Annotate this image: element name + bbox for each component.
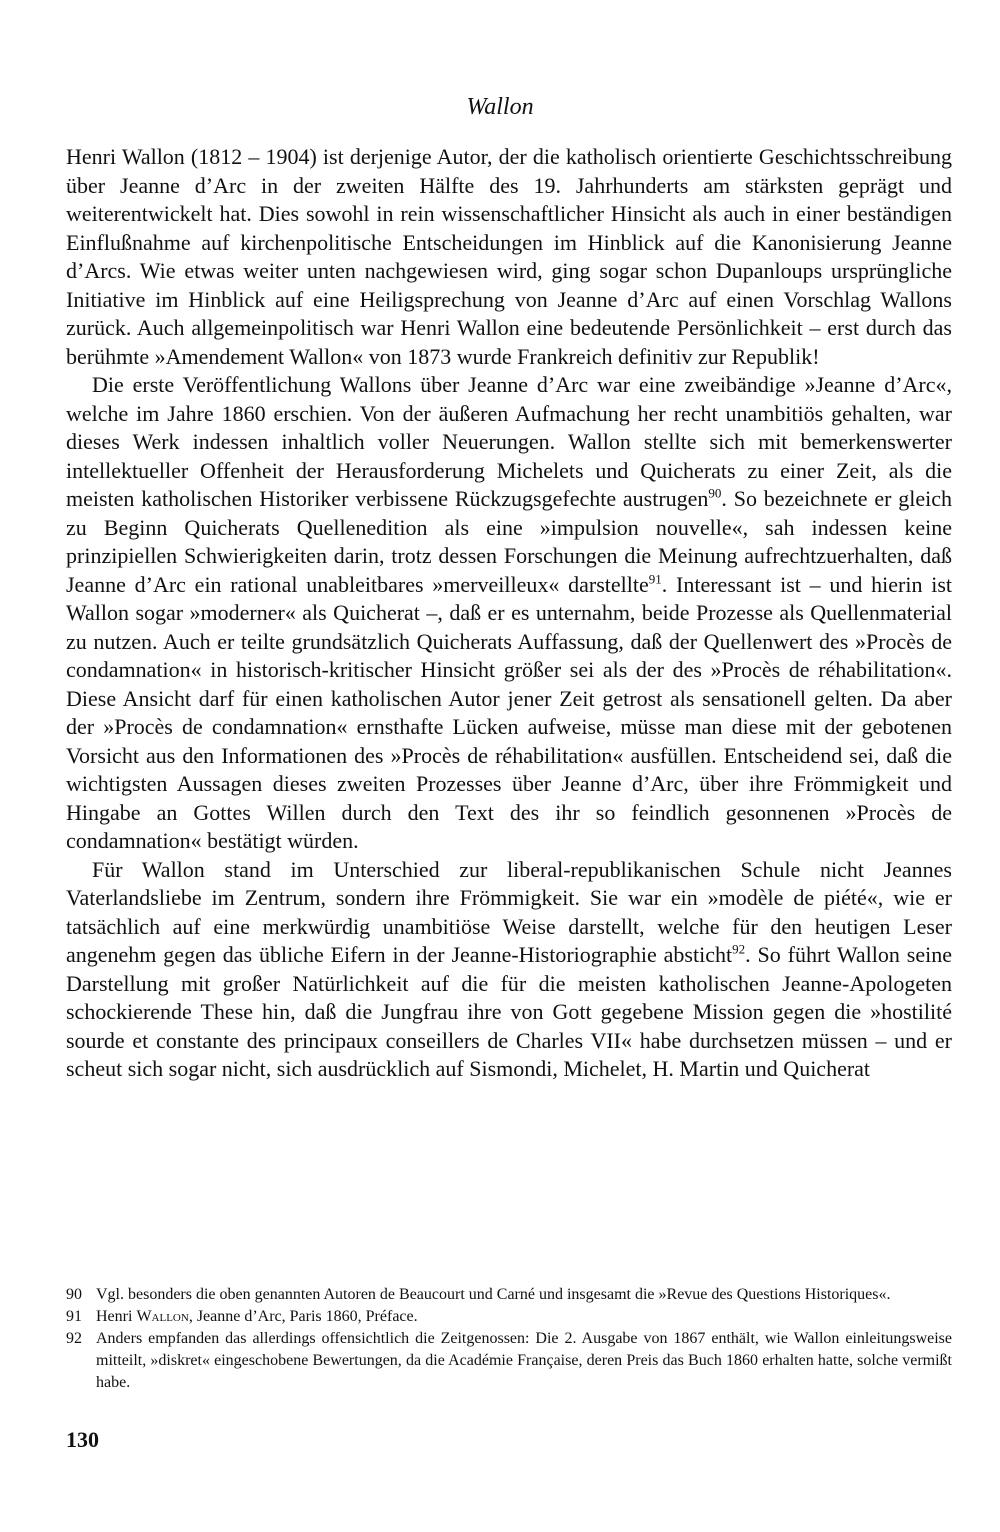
footnote-90 <box>66 1284 952 1306</box>
footnotes <box>66 1284 952 1394</box>
paragraph-2-text-a: Die erste Veröffentlichung Wallons über Jeanne d’Arc war eine zweibändige »Jeanne d’Arc«, welche im Jahre 1860 erschien. Von der äußeren Aufmachung her recht unambitiös gehalten, war dieses Werk indessen inhaltlich voller Neuerungen. Wallon stellte sich mit bemerkenswerter intellektueller Offenheit der Herausforderung Michelets und Quicherats zu einer Zeit, als die meisten katholischen Historiker verbissene Rückzugsgefechte austrugen <box>66 372 952 511</box>
page-heading: Wallon <box>466 94 534 120</box>
footnote-ref-91: 91 <box>648 571 662 587</box>
paragraph-3-text-b: . So führt Wallon seine Darstellung mit großer Natürlichkeit auf die für die meisten katholischen Jeanne-Apologeten schockierende These hin, daß die Jungfrau ihre von Gott gegebene Mission gegen die »hostilité sourde et constante des principaux conseillers de Charles VII« habe durchsetzen müssen – und er scheut sich sogar nicht, sich ausdrücklich auf Sismondi, Michelet, H. Martin und Quicherat <box>66 942 952 1081</box>
paragraph-2-text-b: . So bezeichnete er gleich zu Beginn Quicherats Quellenedition als eine »impulsion nouvelle«, sah indessen keine prinzipiellen Schwierigkeiten darin, trotz dessen Forschungen die Meinung aufrechtzuerhalten, daß Jeanne d’Arc ein rational unableitbares »merveilleux« darstellte <box>66 486 952 597</box>
footnote-92 <box>66 1328 952 1394</box>
paragraph-2 <box>66 371 952 856</box>
paragraph-3-text-a: Für Wallon stand im Unterschied zur liberal-republikanischen Schule nicht Jeannes Vaterlandsliebe im Zentrum, sondern ihre Frömmigkeit. Sie war ein »modèle de piété«, wie er tatsächlich auf eine merkwürdig unambitiöse Weise darstellt, welche für den heutigen Leser angenehm gegen das übliche Eifern in der Jeanne-Historiographie absticht <box>66 856 952 967</box>
main-text <box>66 143 952 1084</box>
footnote-text: Vgl. besonders die oben genannten Autoren de Beaucourt und Carné und insgesamt die »Revue des Questions Historiques«. <box>96 1286 891 1303</box>
footnote-number: 91 <box>66 1308 82 1325</box>
footnote-91 <box>66 1306 952 1328</box>
paragraph-1 <box>66 143 952 371</box>
footnote-text <box>96 1306 952 1328</box>
footnote-author-first: Henri <box>96 1308 133 1325</box>
footnote-ref-90: 90 <box>708 485 722 501</box>
footnote-number: 92 <box>66 1330 82 1347</box>
paragraph-2-text-c: . Interessant ist – und hierin ist Wallon sogar »moderner« als Quicherat –, daß er es unternahm, beide Prozesse als Quellenmaterial zu nutzen. Auch er teilte grundsätzlich Quicherats Auffassung, daß der Quellenwert des »Procès de condamnation« in historisch-kritischer Hinsicht größer sei als der des »Procès de réhabilitation«. Diese Ansicht darf für einen katholischen Autor jener Zeit getrost als sensationell gelten. Da aber der »Procès de condamnation« ernsthafte Lücken aufweise, müsse man diese mit der gebotenen Vorsicht aus den Informationen des »Procès de réhabilitation« ausfüllen. Entscheidend sei, daß die wichtigsten Aussagen dieses zweiten Prozesses über Jeanne d’Arc, über ihre Frömmigkeit und Hingabe an Gottes Willen durch den Text des ihr so feindlich gesonnenen »Procès de condamnation« bestätigt würden. <box>66 571 952 853</box>
footnote-author-last: Wallon <box>136 1308 189 1325</box>
footnote-ref-92: 92 <box>732 941 746 957</box>
footnote-text: Anders empfanden das allerdings offensichtlich die Zeitgenossen: Die 2. Ausgabe von 1867 enthält, wie Wallon einleitungsweise mitteilt, »diskret« eingeschobene Bewertungen, da die Académie Française, deren Preis das Buch 1860 erhalten hatte, solche vermißt habe. <box>96 1330 952 1391</box>
paragraph-1-text: Henri Wallon (1812 – 1904) ist derjenige Autor, der die katholisch orientierte Geschichtsschreibung über Jeanne d’Arc in der zweiten Hälfte des 19. Jahrhunderts am stärksten geprägt und weiterentwickelt hat. Dies sowohl in rein wissenschaftlicher Hinsicht als auch in einer beständigen Einflußnahme auf kirchenpolitische Entscheidungen im Hinblick auf die Kanonisierung Jeanne d’Arcs. Wie etwas weiter unten nachgewiesen wird, ging sogar schon Dupanloups ursprüngliche Initiative im Hinblick auf eine Heiligsprechung von Jeanne d’Arc auf einen Vorschlag Wallons zurück. Auch allgemeinpolitisch war Henri Wallon eine bedeutende Persönlichkeit – erst durch das berühmte »Amendement Wallon« von 1873 wurde Frankreich definitiv zur Republik! <box>66 144 952 369</box>
footnote-citation: , Jeanne d’Arc, Paris 1860, Préface. <box>188 1308 418 1325</box>
page-number: 130 <box>66 1427 99 1452</box>
paragraph-3 <box>66 856 952 1084</box>
footnote-number: 90 <box>66 1286 82 1303</box>
